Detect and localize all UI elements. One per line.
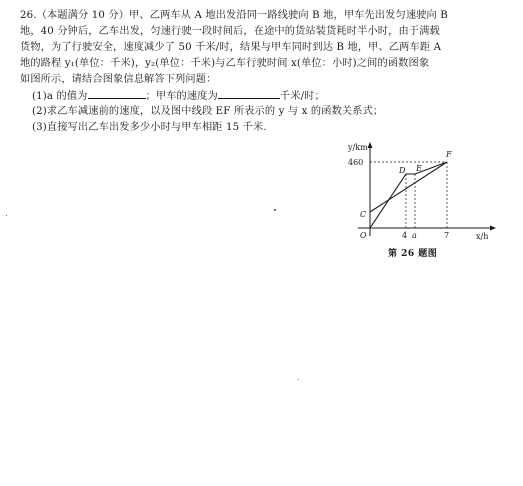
question-1-text-c: 千米/时； [279,91,325,102]
question-3: (3)直接写出乙车出发多少小时与甲车相距 15 千米. [32,122,267,133]
x-tick-7: 7 [444,231,450,240]
point-e-label: E [416,164,422,173]
y-axis-label: y/km [348,143,368,152]
scan-speck [298,379,299,380]
x-axis-label: x/h [476,232,489,240]
figure-caption: 第 26 题图 [388,249,438,259]
answer-blank-a[interactable] [88,88,146,99]
scan-speck [274,209,276,211]
point-d-label: D [399,166,406,175]
function-graph [318,140,498,240]
question-1 [20,88,510,104]
problem-line-5: 如图所示，请结合图象信息解答下列问题： [20,74,217,85]
y-axis-arrow [368,142,373,148]
line-car-a [370,162,447,212]
problem-line-2: 地，40 分钟后，乙车出发，匀速行驶一段时间后，在途中的货站装货耗时半小时，由于满载 [20,26,440,37]
answer-blank-speed[interactable] [218,88,280,99]
x-axis-arrow [490,226,496,231]
origin-label: O [360,231,367,240]
problem-line-3: 货物，为了行驶安全，速度减少了 50 千米/时，结果与甲车同时到达 B 地，甲、乙两车距 A [20,42,442,53]
point-f-label: F [446,150,452,159]
x-tick-a: a [412,231,417,240]
problem-line-4: 地的路程 y₁(单位：千米)，y₂(单位：千米)与乙车行驶时间 x(单位：小时)之间的函数图象 [20,58,430,69]
scan-speck [6,215,7,216]
problem-line-1: 26.（本题满分 10 分）甲、乙两车从 A 地出发沿同一路线驶向 B 地，甲车先出发匀速驶向 B [20,10,448,21]
y-tick-460: 460 [348,158,364,167]
problem-text [20,8,510,136]
x-tick-4: 4 [402,231,408,240]
question-1-text-b: ；甲车的速度为 [145,91,218,102]
question-1-text-a: (1)a 的值为 [32,91,88,102]
line-car-b [370,162,447,228]
point-c-label: C [360,210,367,219]
question-2: (2)求乙车减速前的速度，以及图中线段 EF 所表示的 y 与 x 的函数关系式； [32,106,384,117]
